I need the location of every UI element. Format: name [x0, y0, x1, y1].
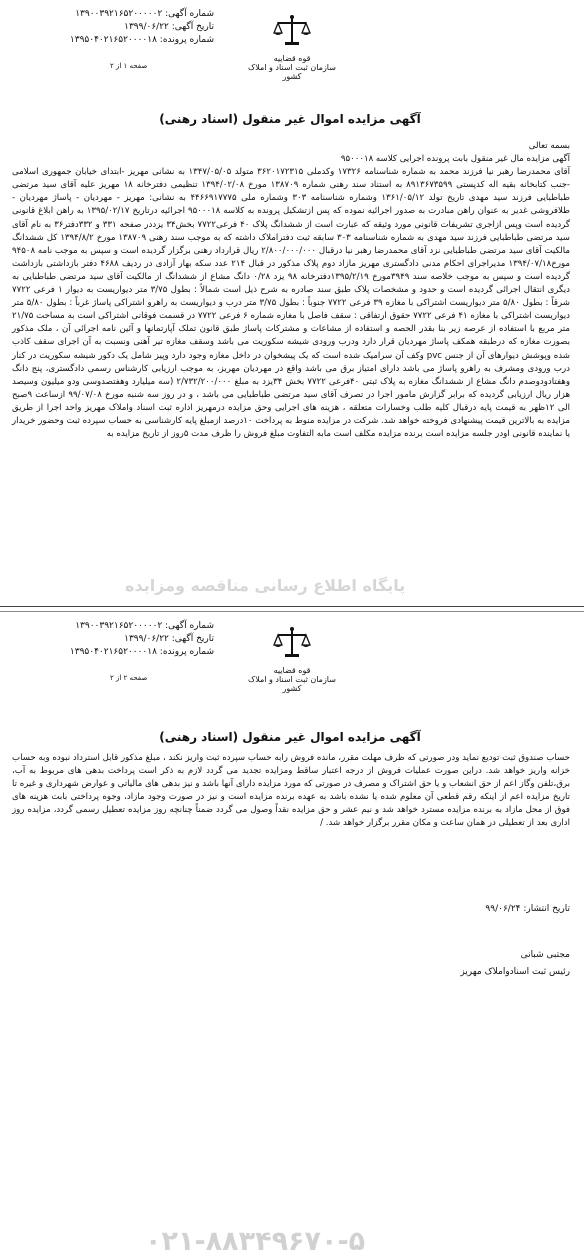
logo-title: قوه قضاییه	[273, 666, 311, 675]
ad-date: ۱۳۹۹/۰۶/۲۲	[124, 634, 169, 644]
ad-title: آگهی مزایده اموال غیر منقول (اسناد رهنی)	[159, 112, 421, 126]
page-label: صفحه ۲ از ۲	[110, 674, 148, 682]
ad-paragraph: حساب صندوق ثبت تودیع نماید ودر صورتی که ظرف مهلت مقرر، مانده فروش رابه حساب سپرده ثبت واریز نکند ، مبلغ مذکور قابل استرداد نبوده وبه حساب خزانه واریز خواهد شد. دراین صورت عملیات فروش از درجه اعتبار ساقط ومزایده تجدید می گردد لازم به ذکر است پرداخت بدهی های مربوط به آب، برق،تلفن وگاز اعم از حق انشعاب و یا حق اشتراک و مصرف در صورتی که مورد مزایده دارای آنها باشد و نیز بدهی های مالیاتی و عوارض شهرداری و غیره تا تاریخ مزایده اعم از اینکه رقم قطعی آن معلوم شده یا نشده باشد به عهده برنده مزایده است و نیز در صورت وجود مازاد، وجوه پرداختی بابت هزینه های فوق از محل مازاد به برنده مزایده مسترد خواهد شد و نیم عشر و حق مزایده نقداً وصول می گردد ضمناً چنانچه روز مزایده تعطیل رسمی گردد، مزایده روز اداری بعد از تعطیلی در همان ساعت و مکان مقرر برگزار خواهد شد. /	[12, 753, 570, 829]
ad-number: ۱۳۹۰۰۳۹۲۱۶۵۲۰۰۰۰۰۲	[75, 621, 163, 631]
file-number: ۱۳۹۵۰۴۰۲۱۶۵۲۰۰۰۰۱۸	[69, 35, 157, 45]
logo-title: قوه قضاییه	[273, 54, 311, 63]
ad-title: آگهی مزایده اموال غیر منقول (اسناد رهنی)	[159, 730, 421, 744]
judiciary-logo	[240, 14, 344, 81]
watermark-text: پایگاه اطلاع رسانی مناقصه ومزایده	[125, 576, 406, 595]
signer-name: مجتبی شبانی	[520, 950, 570, 960]
ad-header	[24, 620, 214, 659]
watermark-phone: ۰۲۱-۸۸۳۴۹۶۷۰-۵	[145, 1226, 366, 1257]
judiciary-logo	[240, 626, 344, 693]
logo-subtitle: سازمان ثبت اسناد و املاک کشور	[248, 675, 336, 693]
ad-date-row: تاریخ آگهی: ۱۳۹۹/۰۶/۲۲	[124, 22, 214, 32]
ad-date-row: تاریخ آگهی: ۱۳۹۹/۰۶/۲۲	[124, 634, 214, 644]
page-label: صفحه ۱ از ۲	[110, 62, 148, 70]
signer-title: رئیس ثبت اسنادواملاک مهریز	[460, 967, 570, 977]
signature-block	[360, 947, 570, 981]
publish-date: تاریخ انتشار: ۹۹/۰۶/۲۴	[485, 904, 570, 914]
file-number: ۱۳۹۵۰۴۰۲۱۶۵۲۰۰۰۰۱۸	[69, 647, 157, 657]
bismillah: بسمه تعالی	[528, 141, 570, 151]
ad-body	[12, 752, 570, 831]
ad-paragraph: آقای محمدرضا رهبر نیا فرزند محمد به شماره شناسنامه ۱۷۳۲۶ وکدملی ۳۶۲۰۱۷۲۳۱۵ متولد ۱۳۴۷/۰۵/۰۵ به نشانی مهریز -ابتدای خیابان جمهوری اسلامی -جنب کتابخانه بقیه اله کدپستی ۸۹۱۳۶۷۳۵۹۹ به استناد سند رهنی شماره ۱۳۸۷۰۹ مورخ ۱۳۹۴/۰۲/۰۸ تنظیمی دفترخانه ۱۸ مهریز علیه آقای سید مرتضی طباطبایی فرزند سید مهدی تاریخ تولد ۱۳۶۱/۰۵/۱۲ وشماره شناسنامه ۳۰۳ وشماره ملی ۴۴۶۶۹۱۷۷۷۵ به نشانی: مهریز - مهردیان - پاساژ مهردیان - طلافروشی غدیر به عنوان راهن مبادرت به صدور اجرائیه نموده که پس ازتشکیل پرونده به کلاسه ۹۵۰۰۰۱۸ اجرائیه درتاریخ ۱۳۹۵/۰۲/۱۷ به راهن ابلاغ قانونی گردیده است وپس ازاجری تشریفات قانونی مورد وثیقه که عبارت است از ششدانگ پلاک ۴۰ فرعی۷۷۲۲ بخش۳۴ یزددر صفحه ۳۳۱ و ۳۳۲دفتر۳۶ به نام آقای سید مرتضی طباطبایی فرزند سید مهدی به شماره شناسنامه ۳۰۳ سابقه ثبت دفتراملاک داشته که به موجب سند رهنی ۱۳۸۷۰۹ مورخ ۱۳۹۴/۸/۲ کل ششدانگ مالکیت آقای سید مرتضی طباطبایی نزد آقای محمدرضا رهبر نیا درقبال ۲/۸۰۰/۰۰۰/۰۰۰ ریال قرارداد رهنی برگزار گردیده است و سپس به موجب نامه ۹۴۵۰۸ مورخ۱۳۹۴/۰۷/۱۸ مدیراجرای احکام مدنی دادگستری مهریز مازاد دوم پلاک مذکور در قبال ۲۱۴ عدد سکه بهار آزادی در ردیف ۴۶۸۸ دفتر بازداشتی بازداشت گردیده است و سپس به موجب خلاصه سند ۳۹۴۹مورخ ۱۳۹۵/۲/۱۹دفترخانه ۹۸ یزد ۰/۲۸ دانگ مشاع از ششدانگ از مالکیت آقای سید مرتضی طباطبایی به دیگری انتقال اجرائی گردیده است و حدود و مشخصات پلاک طبق سند صادره به شرح ذیل است شمالاً : بطول ۳/۷۵ متر دیواریست به دیوار ۱ فرعی ۷۷۲۲ شرقاً : بطول ۵/۸۰ متر دیواریست اشتراکی با مغازه ۳۹ فرعی ۷۷۲۲ جنوباً : بطول ۳/۷۵ متر درب و دیواریست به راهرو اشتراکی پاساژ غرباً : بطول ۵/۸۰ متر دیواریست اشتراکی با مغازه ۴۱ فرعی ۷۷۲۲ حقوق ارتفاقی : سقف فاصل با مغازه شماره ۶ فرعی ۷۷۲۲ در قسمت فوقانی اشتراکی است به مساحت ۲۱/۷۵ متر مربع با استفاده از عرصه زیر بنا بقدر الحصه و استفاده از مشاعات و مشترکات پاساژ طبق قانون تملک آپارتمانها و آئین نامه اجرائی آن ، ملک مذکور بصورت مغازه که درطبقه همکف پاساژ مهردیان قرار دارد ودرب ورودی شیشه سکوریت می باشد وسقف مغازه تیر آهنی ونسبت به آن اجرای سقف کاذب شده وپوشش دیوارهای آن از جنس pvc وکف آن سرامیک شده است که یک پیشخوان در داخل مغازه وجود دارد وپیز شامل یک دکور شیشه سکوریت در کنار درب ورودی ومشرف به راهرو پاساژ می باشد دارای امتیاز برق می باشد واقع در مهردیان مهریز، به موجب ارزیابی کارشناس رسمی دادگستری، پنج دانگ وهفتادودوصدم دانگ مشاع از ششدانگ مغازه به پلاک ثبتی ۴۰فرعی ۷۷۲۲ بخش ۳۴یزد به مبلغ ۲/۷۳۲/۲۰۰/۰۰۰ (سه میلیارد وهفتصدوسی ودو میلیون وسیصد هزار ریال ارزیابی گردیده که برابر گزارش مامور اجرا در تصرف آقای سید مرتضی طباطبایی می باشد ، و در روز سه شنبه مورخ ۹۹/۰۷/۰۸ ازساعت ۹صبح الی ۱۲ظهر به قیمت پایه درقبال کلیه طلب وخسارات متعلقه ، هزینه های اجرایی وحق مزایده درمهریز اداره ثبت اسناد واملاک مهریز واحد اجرا از طریق مزایده به بالاترین قیمت پیشنهادی فروخته خواهد شد. شرکت در مزایده منوط به پرداخت ۱۰درصد ازمبلغ پایه کارشناسی به حساب سپرده ثبت وحضور خریدار یا نماینده قانونی اودر جلسه مزایده است برنده مزایده مکلف است مابه التفاوت مبلغ فروش را ظرف مدت ۵روز از تاریخ مزایده به	[12, 167, 571, 440]
ad-sheet-1	[0, 0, 584, 605]
scales-emblem-icon	[272, 626, 312, 660]
scales-emblem-icon	[272, 14, 312, 48]
ad-sheet-2	[0, 612, 584, 1257]
file-number-row: شماره پرونده: ۱۳۹۵۰۴۰۲۱۶۵۲۰۰۰۰۱۸	[69, 35, 214, 45]
ad-number-row: شماره آگهی: ۱۳۹۰۰۳۹۲۱۶۵۲۰۰۰۰۰۲	[75, 621, 214, 631]
logo-subtitle: سازمان ثبت اسناد و املاک کشور	[248, 63, 336, 81]
file-number-row: شماره پرونده: ۱۳۹۵۰۴۰۲۱۶۵۲۰۰۰۰۱۸	[69, 647, 214, 657]
ad-header	[24, 8, 214, 47]
ad-number-row: شماره آگهی: ۱۳۹۰۰۳۹۲۱۶۵۲۰۰۰۰۰۲	[75, 9, 214, 19]
ad-number: ۱۳۹۰۰۳۹۲۱۶۵۲۰۰۰۰۰۲	[75, 9, 163, 19]
ad-body	[12, 140, 570, 441]
ad-subtitle: آگهی مزایده مال غیر منقول بابت پرونده اجرایی کلاسه ۹۵۰۰۰۱۸	[340, 154, 570, 165]
ad-date: ۱۳۹۹/۰۶/۲۲	[124, 22, 169, 32]
